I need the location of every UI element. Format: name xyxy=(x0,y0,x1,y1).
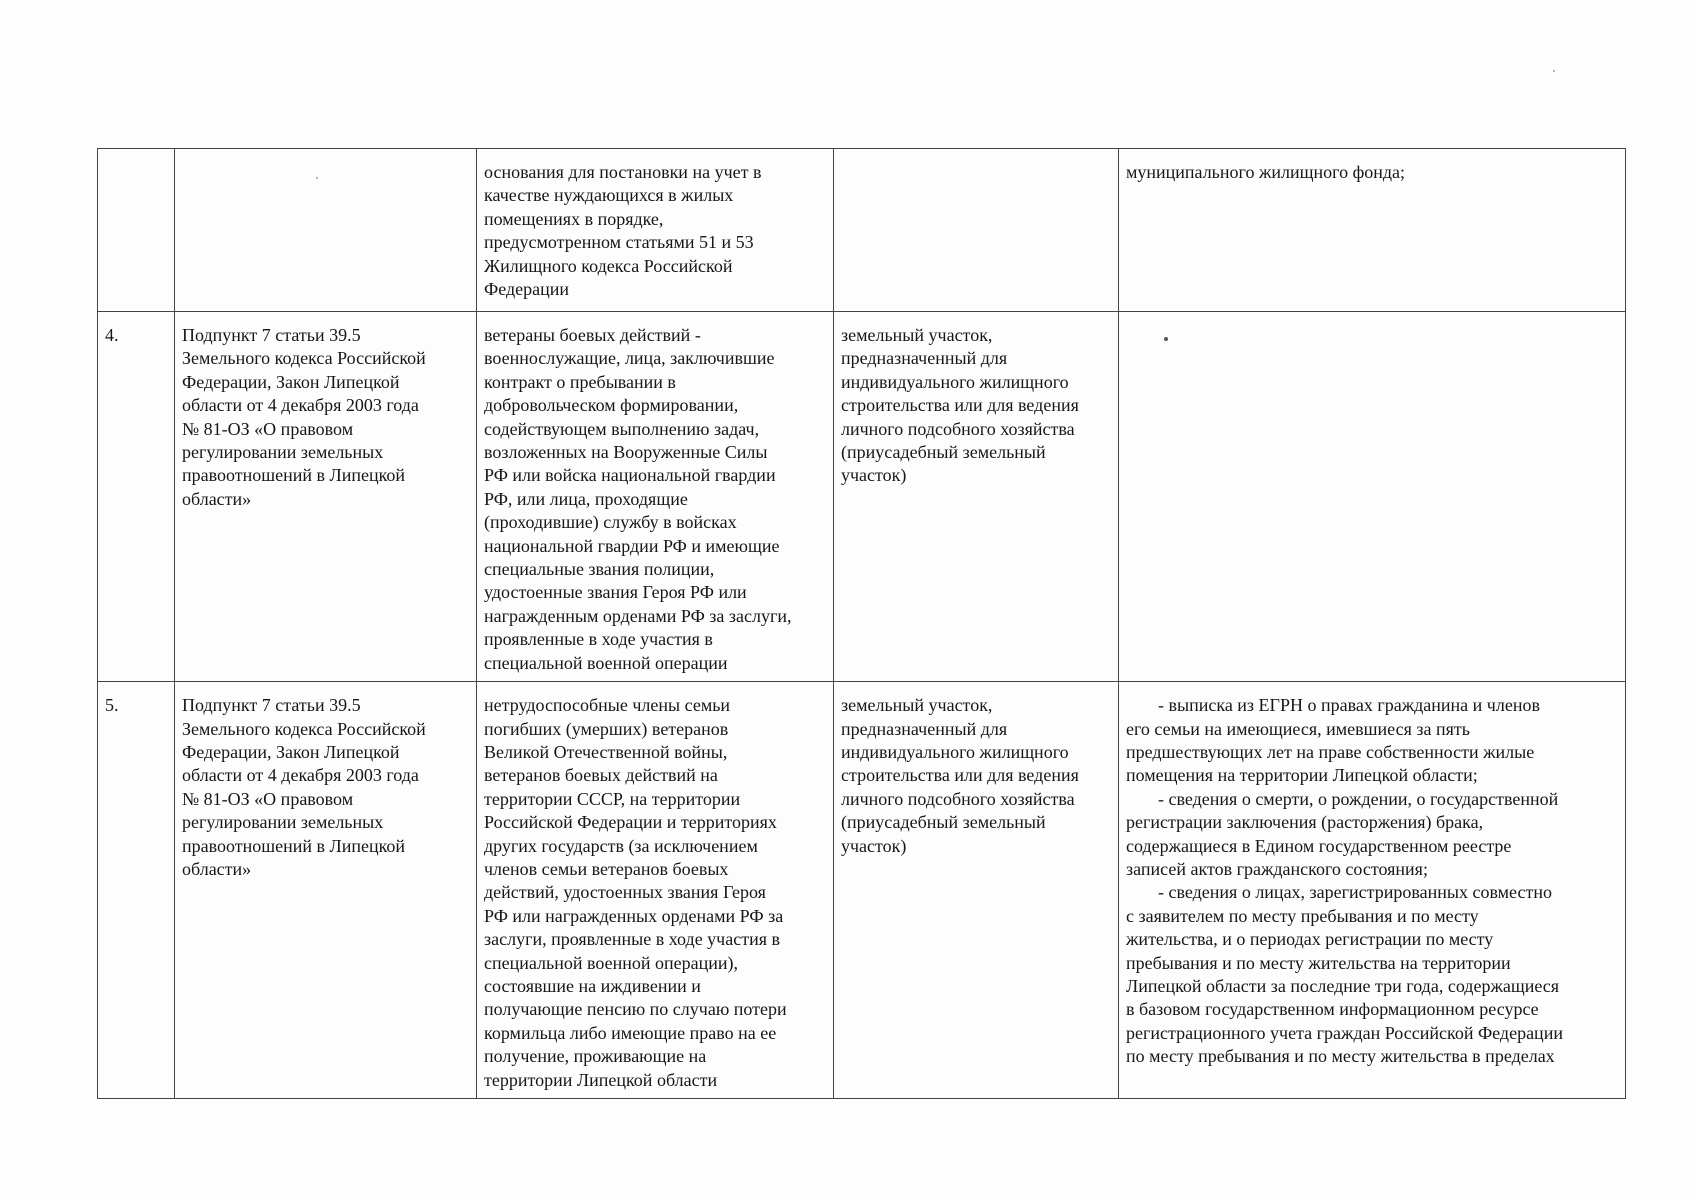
land-plot-cell xyxy=(834,149,1119,312)
document-item: - сведения о смерти, о рождении, о государственной регистрации заключения (расторжения) брака, содержащиеся в Едином государственном реестре записей актов гражданского состояния; xyxy=(1126,788,1559,879)
scan-speck xyxy=(1553,70,1555,72)
documents-cell xyxy=(1119,312,1626,682)
legal-basis-cell: Подпункт 7 статьи 39.5 Земельного кодекса Российской Федерации, Закон Липецкой области от 4 декабря 2003 года № 81-ОЗ «О правовом регулировании земельных правоотношений в Липецкой области» xyxy=(175,682,477,1099)
category-cell: основания для постановки на учет в качестве нуждающихся в жилых помещениях в порядке, предусмотренном статьями 51 и 53 Жилищного кодекса Российской Федерации xyxy=(477,149,834,312)
table-row-5 xyxy=(98,682,1626,1099)
table-row-continuation xyxy=(98,149,1626,312)
legal-basis-cell: Подпункт 7 статьи 39.5 Земельного кодекса Российской Федерации, Закон Липецкой области от 4 декабря 2003 года № 81-ОЗ «О правовом регулировании земельных правоотношений в Липецкой области» xyxy=(175,312,477,682)
row-number-cell: 5. xyxy=(98,682,175,1099)
land-plot-cell: земельный участок, предназначенный для индивидуального жилищного строительства или для ведения личного подсобного хозяйства (приусадебный земельный участок) xyxy=(834,682,1119,1099)
legal-basis-cell xyxy=(175,149,477,312)
document-item: - выписка из ЕГРН о правах гражданина и членов его семьи на имеющиеся, имевшиеся за пять предшествующих лет на праве собственности жилые помещения на территории Липецкой области; xyxy=(1126,695,1540,786)
table-row-4 xyxy=(98,312,1626,682)
document-item: - сведения о лицах, зарегистрированных совместно с заявителем по месту пребывания и по месту жительства, и о периодах регистрации по месту пребывания и по месту жительства на территории Липецкой области за последние три года, содержащиеся в базовом государственном информационном ресурсе регистрационного учета граждан Российской Федерации по месту пребывания и по месту жительства в пределах xyxy=(1126,882,1563,1067)
land-allocation-table xyxy=(97,148,1626,1099)
row-number-cell: 4. xyxy=(98,312,175,682)
documents-cell: муниципального жилищного фонда; xyxy=(1119,149,1626,312)
land-plot-cell: земельный участок, предназначенный для индивидуального жилищного строительства или для ведения личного подсобного хозяйства (приусадебный земельный участок) xyxy=(834,312,1119,682)
documents-cell xyxy=(1119,682,1626,1099)
category-cell: ветераны боевых действий - военнослужащие, лица, заключившие контракт о пребывании в добровольческом формировании, содействующем выполнению задач, возложенных на Вооруженные Силы РФ или войска национальной гвардии РФ, или лица, проходящие (проходившие) службу в войсках национальной гвардии РФ и имеющие специальные звания полиции, удостоенные звания Героя РФ или награжденным орденами РФ за заслуги, проявленные в ходе участия в специальной военной операции xyxy=(477,312,834,682)
row-number-cell xyxy=(98,149,175,312)
category-cell: нетрудоспособные члены семьи погибших (умерших) ветеранов Великой Отечественной войны, ветеранов боевых действий на территории СССР, на территории Российской Федерации и территориях других государств (за исключением членов семьи ветеранов боевых действий, удостоенных звания Героя РФ или награжденных орденами РФ за заслуги, проявленные в ходе участия в специальной военной операции), состоявшие на иждивении и получающие пенсию по случаю потери кормильца либо имеющие право на ее получение, проживающие на территории Липецкой области xyxy=(477,682,834,1099)
dash-mark xyxy=(1164,337,1168,341)
